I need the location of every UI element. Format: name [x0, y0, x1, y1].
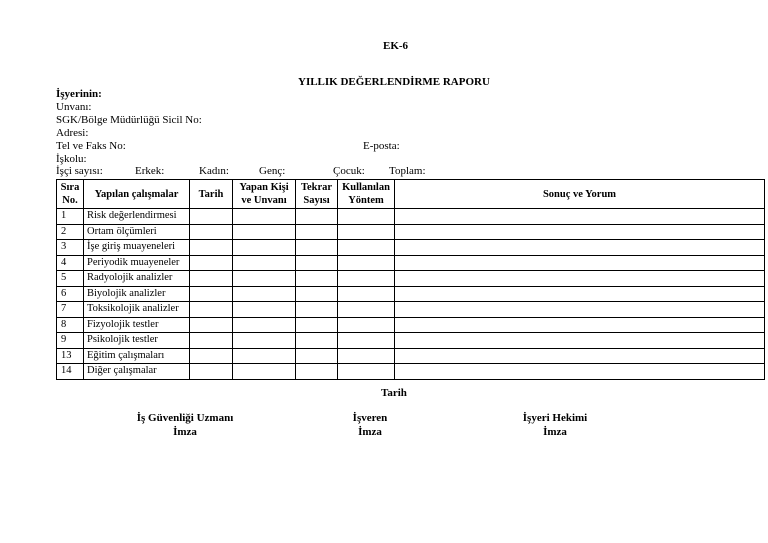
signature-isyeri-hekimi: [515, 411, 595, 439]
cell-tarih[interactable]: [190, 364, 233, 380]
employer-sgk-label: SGK/Bölge Müdürlüğü Sicil No:: [56, 114, 202, 126]
row-number: 13: [57, 348, 84, 364]
uzman-title: İş Güvenliği Uzmanı: [136, 412, 234, 424]
cell-yontem[interactable]: [338, 333, 395, 349]
cell-yapan[interactable]: [233, 317, 296, 333]
header-tarih: Tarih: [190, 180, 233, 209]
cell-tarih[interactable]: [190, 209, 233, 225]
cell-sonuc[interactable]: [395, 302, 765, 318]
cell-sonuc[interactable]: [395, 364, 765, 380]
row-activity: Ortam ölçümleri: [84, 224, 190, 240]
row-number: 2: [57, 224, 84, 240]
row-activity: İşe giriş muayeneleri: [84, 240, 190, 256]
cell-yontem[interactable]: [338, 271, 395, 287]
cell-tarih[interactable]: [190, 333, 233, 349]
toplam-label: Toplam:: [389, 165, 426, 177]
cell-yapan[interactable]: [233, 240, 296, 256]
cell-tarih[interactable]: [190, 271, 233, 287]
cell-sonuc[interactable]: [395, 224, 765, 240]
row-activity: Diğer çalışmalar: [84, 364, 190, 380]
row-activity: Periyodik muayeneler: [84, 255, 190, 271]
table-body: [57, 209, 765, 380]
table-row: [57, 286, 765, 302]
cell-sonuc[interactable]: [395, 333, 765, 349]
row-number: 5: [57, 271, 84, 287]
cell-tarih[interactable]: [190, 302, 233, 318]
cell-tekrar[interactable]: [296, 333, 338, 349]
kadin-label: Kadın:: [199, 165, 229, 177]
employer-adres-label: Adresi:: [56, 127, 89, 139]
cell-yapan[interactable]: [233, 333, 296, 349]
employer-unvan-label: Unvanı:: [56, 101, 92, 113]
cell-yapan[interactable]: [233, 224, 296, 240]
cell-tarih[interactable]: [190, 348, 233, 364]
employer-tel-label: Tel ve Faks No:: [56, 140, 126, 152]
cell-yontem[interactable]: [338, 255, 395, 271]
employer-iskolu-label: İşkolu:: [56, 153, 87, 165]
table-row: [57, 302, 765, 318]
table-row: [57, 348, 765, 364]
signature-isveren: [335, 411, 405, 439]
row-number: 6: [57, 286, 84, 302]
cell-yapan[interactable]: [233, 302, 296, 318]
table-row: [57, 224, 765, 240]
hekim-title: İşyeri Hekimi: [522, 412, 588, 424]
row-activity: Fizyolojik testler: [84, 317, 190, 333]
cocuk-label: Çocuk:: [333, 165, 365, 177]
cell-tekrar[interactable]: [296, 271, 338, 287]
cell-tarih[interactable]: [190, 224, 233, 240]
table-row: [57, 255, 765, 271]
employer-eposta-label: E-posta:: [363, 140, 400, 152]
cell-yontem[interactable]: [338, 364, 395, 380]
footer-tarih: Tarih: [381, 387, 407, 399]
table-row: [57, 271, 765, 287]
cell-yontem[interactable]: [338, 224, 395, 240]
row-activity: Risk değerlendirmesi: [84, 209, 190, 225]
evaluation-table: [56, 179, 765, 380]
cell-yapan[interactable]: [233, 364, 296, 380]
cell-tekrar[interactable]: [296, 209, 338, 225]
cell-sonuc[interactable]: [395, 286, 765, 302]
cell-tarih[interactable]: [190, 255, 233, 271]
cell-tekrar[interactable]: [296, 286, 338, 302]
cell-tekrar[interactable]: [296, 302, 338, 318]
cell-tekrar[interactable]: [296, 240, 338, 256]
row-number: 8: [57, 317, 84, 333]
cell-yapan[interactable]: [233, 209, 296, 225]
cell-sonuc[interactable]: [395, 317, 765, 333]
cell-tarih[interactable]: [190, 240, 233, 256]
erkek-label: Erkek:: [135, 165, 165, 177]
cell-yapan[interactable]: [233, 348, 296, 364]
table-row: [57, 209, 765, 225]
table-row: [57, 240, 765, 256]
cell-yontem[interactable]: [338, 286, 395, 302]
row-activity: Biyolojik analizler: [84, 286, 190, 302]
row-activity: Toksikolojik analizler: [84, 302, 190, 318]
signature-is-guvenligi-uzmani: [125, 411, 245, 439]
cell-sonuc[interactable]: [395, 255, 765, 271]
table-row: [57, 333, 765, 349]
isci-sayisi-label: İşçi sayısı:: [56, 165, 103, 177]
isveren-imza: İmza: [358, 426, 382, 438]
cell-sonuc[interactable]: [395, 348, 765, 364]
cell-tarih[interactable]: [190, 317, 233, 333]
cell-yapan[interactable]: [233, 286, 296, 302]
cell-yapan[interactable]: [233, 255, 296, 271]
cell-tekrar[interactable]: [296, 364, 338, 380]
table-row: [57, 364, 765, 380]
cell-tekrar[interactable]: [296, 255, 338, 271]
row-number: 14: [57, 364, 84, 380]
cell-yapan[interactable]: [233, 271, 296, 287]
cell-tekrar[interactable]: [296, 348, 338, 364]
cell-sonuc[interactable]: [395, 209, 765, 225]
row-number: 1: [57, 209, 84, 225]
employer-heading: İşyerinin:: [56, 88, 102, 100]
cell-sonuc[interactable]: [395, 240, 765, 256]
row-activity: Eğitim çalışmaları: [84, 348, 190, 364]
row-number: 7: [57, 302, 84, 318]
header-kullanilan-yontem: Kullanılan Yöntem: [338, 180, 395, 209]
cell-yontem[interactable]: [338, 209, 395, 225]
worker-counts-line: [56, 165, 436, 179]
document-code: EK-6: [383, 40, 409, 52]
row-activity: Radyolojik analizler: [84, 271, 190, 287]
table-header-row: [57, 180, 765, 209]
uzman-imza: İmza: [173, 426, 197, 438]
cell-tekrar[interactable]: [296, 317, 338, 333]
row-number: 3: [57, 240, 84, 256]
cell-tekrar[interactable]: [296, 224, 338, 240]
cell-yontem[interactable]: [338, 302, 395, 318]
row-activity: Psikolojik testler: [84, 333, 190, 349]
header-sonuc-yorum: Sonuç ve Yorum: [395, 180, 765, 209]
genc-label: Genç:: [259, 165, 286, 177]
header-calismalar: Yapılan çalışmalar: [84, 180, 190, 209]
cell-sonuc[interactable]: [395, 271, 765, 287]
header-tekrar-sayisi: Tekrar Sayısı: [296, 180, 338, 209]
cell-yontem[interactable]: [338, 317, 395, 333]
cell-yontem[interactable]: [338, 240, 395, 256]
row-number: 9: [57, 333, 84, 349]
table-row: [57, 317, 765, 333]
hekim-imza: İmza: [543, 426, 567, 438]
header-sira-no: Sıra No.: [57, 180, 84, 209]
cell-yontem[interactable]: [338, 348, 395, 364]
isveren-title: İşveren: [352, 412, 388, 424]
cell-tarih[interactable]: [190, 286, 233, 302]
header-yapan-kisi: Yapan Kişi ve Unvanı: [233, 180, 296, 209]
row-number: 4: [57, 255, 84, 271]
document-title: YILLIK DEĞERLENDİRME RAPORU: [298, 76, 490, 88]
